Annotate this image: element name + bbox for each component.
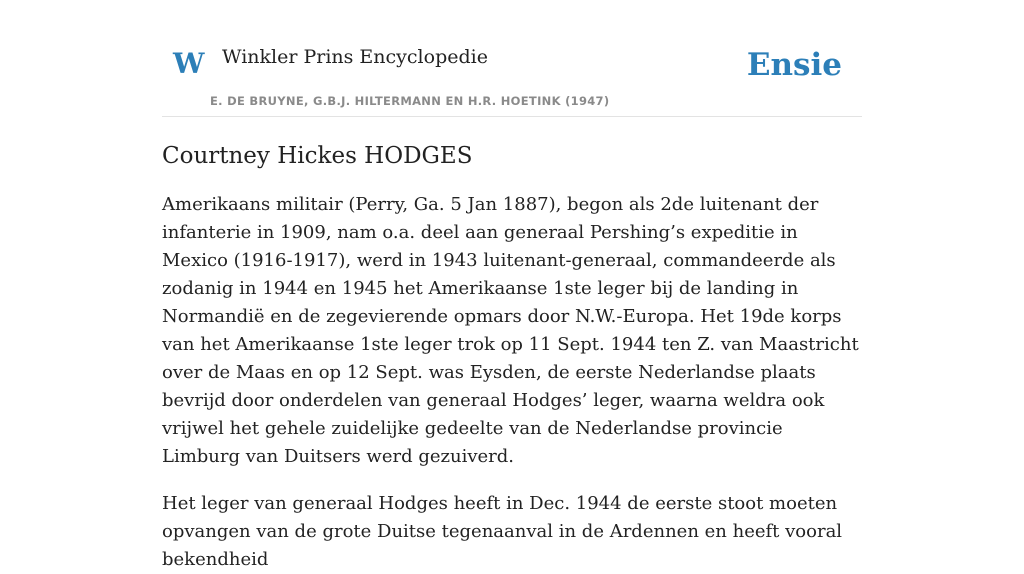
- ensie-logo[interactable]: Ensie: [746, 47, 842, 83]
- entry-title: Courtney Hickes HODGES: [162, 143, 473, 169]
- article-card: [162, 0, 862, 574]
- publication-logo-icon[interactable]: W: [173, 47, 205, 80]
- publication-header: [162, 0, 862, 117]
- article-paragraph: Het leger van generaal Hodges heeft in Dec. 1944 de eerste stoot moeten opvangen van de grote Duitse tegenaanval in de Ardennen en heeft vooral bekendheid: [162, 493, 843, 570]
- publication-title[interactable]: Winkler Prins Encyclopedie: [222, 46, 488, 68]
- publication-authors: E. DE BRUYNE, G.B.J. HILTERMANN EN H.R. HOETINK (1947): [210, 94, 610, 108]
- article-paragraph: Amerikaans militair (Perry, Ga. 5 Jan 1887), begon als 2de luitenant der infanterie in 1909, nam o.a. deel aan generaal Pershing’s expeditie in Mexico (1916-1917), werd in 1943 luitenant-generaal, commandeerde als zodanig in 1944 en 1945 het Amerikaanse 1ste leger bij de landing in Normandië en de zegevierende opmars door N.W.-Europa. Het 19de korps van het Amerikaanse 1ste leger trok op 11 Sept. 1944 ten Z. van Maastricht over de Maas en op 12 Sept. was Eysden, de eerste Nederlandse plaats bevrijd door onderdelen van generaal Hodges’ leger, waarna weldra ook vrijwel het gehele zuidelijke gedeelte van de Nederlandse provincie Limburg van Duitsers werd gezuiverd.: [162, 194, 859, 467]
